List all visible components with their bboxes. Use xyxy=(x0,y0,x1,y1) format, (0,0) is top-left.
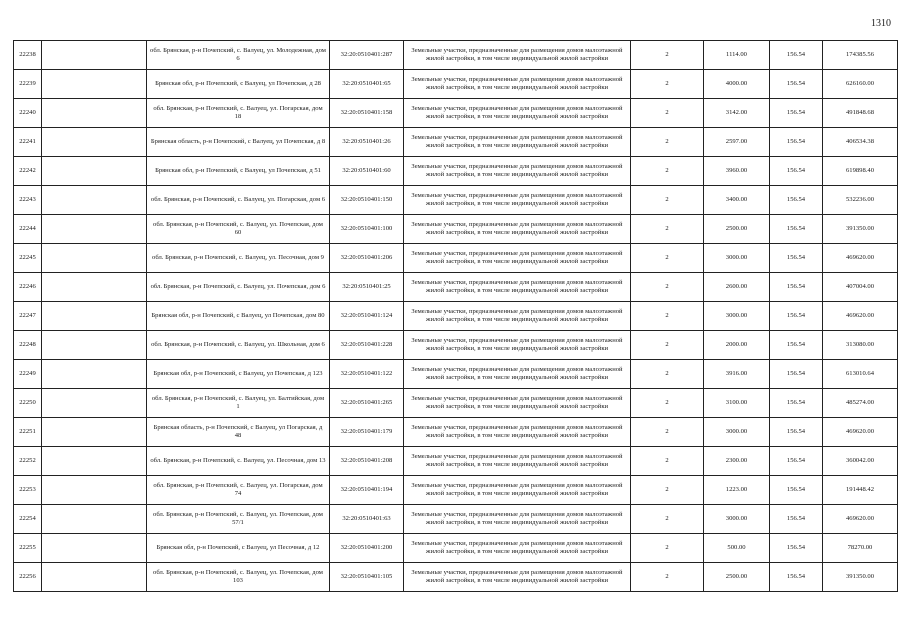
blank-cell xyxy=(42,360,147,389)
land-use-cell: Земельные участки, предназначенные для размещения домов малоэтажной жилой застройки, в том числе индивидуальной жилой застройки xyxy=(404,273,631,302)
specific-value-cell: 156.54 xyxy=(770,215,823,244)
area-cell: 3000.00 xyxy=(704,505,770,534)
land-use-cell: Земельные участки, предназначенные для размещения домов малоэтажной жилой застройки, в том числе индивидуальной жилой застройки xyxy=(404,186,631,215)
area-cell: 1223.00 xyxy=(704,476,770,505)
cadastral-number-cell: 32:20:0510401:265 xyxy=(330,389,404,418)
record-number-cell: 22239 xyxy=(14,70,42,99)
cadastral-value-table xyxy=(13,40,898,592)
blank-cell xyxy=(42,389,147,418)
blank-cell xyxy=(42,215,147,244)
land-use-cell: Земельные участки, предназначенные для размещения домов малоэтажной жилой застройки, в том числе индивидуальной жилой застройки xyxy=(404,534,631,563)
address-cell: обл. Брянская, р-н Почепский, с. Валуец, ул. Погарская, дом 18 xyxy=(147,99,330,128)
address-cell: обл. Брянская, р-н Почепский, с. Валуец, ул. Погарская, дом 74 xyxy=(147,476,330,505)
specific-value-cell: 156.54 xyxy=(770,128,823,157)
address-cell: Брянская область, р-н Почепский, с Валуец, ул Почепская, д 8 xyxy=(147,128,330,157)
cadastral-value-cell: 469620.00 xyxy=(823,418,898,447)
specific-value-cell: 156.54 xyxy=(770,563,823,592)
land-use-cell: Земельные участки, предназначенные для размещения домов малоэтажной жилой застройки, в том числе индивидуальной жилой застройки xyxy=(404,331,631,360)
record-number-cell: 22247 xyxy=(14,302,42,331)
record-number-cell: 22249 xyxy=(14,360,42,389)
blank-cell xyxy=(42,418,147,447)
record-number-cell: 22251 xyxy=(14,418,42,447)
record-number-cell: 22238 xyxy=(14,41,42,70)
area-cell: 2500.00 xyxy=(704,215,770,244)
cadastral-number-cell: 32:20:0510401:100 xyxy=(330,215,404,244)
cadastral-value-cell: 191448.42 xyxy=(823,476,898,505)
specific-value-cell: 156.54 xyxy=(770,70,823,99)
category-cell: 2 xyxy=(631,476,704,505)
cadastral-value-cell: 626160.00 xyxy=(823,70,898,99)
table-row xyxy=(14,447,898,476)
cadastral-value-cell: 613010.64 xyxy=(823,360,898,389)
cadastral-value-cell: 485274.00 xyxy=(823,389,898,418)
table-row xyxy=(14,476,898,505)
blank-cell xyxy=(42,302,147,331)
record-number-cell: 22248 xyxy=(14,331,42,360)
cadastral-value-cell: 407004.00 xyxy=(823,273,898,302)
land-use-cell: Земельные участки, предназначенные для размещения домов малоэтажной жилой застройки, в том числе индивидуальной жилой застройки xyxy=(404,41,631,70)
category-cell: 2 xyxy=(631,563,704,592)
cadastral-number-cell: 32:20:0510401:124 xyxy=(330,302,404,331)
table-row xyxy=(14,563,898,592)
specific-value-cell: 156.54 xyxy=(770,505,823,534)
cadastral-number-cell: 32:20:0510401:200 xyxy=(330,534,404,563)
specific-value-cell: 156.54 xyxy=(770,41,823,70)
cadastral-number-cell: 32:20:0510401:194 xyxy=(330,476,404,505)
cadastral-number-cell: 32:20:0510401:150 xyxy=(330,186,404,215)
category-cell: 2 xyxy=(631,360,704,389)
cadastral-value-cell: 174385.56 xyxy=(823,41,898,70)
area-cell: 4000.00 xyxy=(704,70,770,99)
cadastral-value-cell: 532236.00 xyxy=(823,186,898,215)
address-cell: Брянская область, р-н Почепский, с Валуец, ул Погарская, д 48 xyxy=(147,418,330,447)
address-cell: Брянская обл, р-н Почепский, с Валуец, ул Почепская, д 51 xyxy=(147,157,330,186)
cadastral-value-cell: 391350.00 xyxy=(823,215,898,244)
category-cell: 2 xyxy=(631,99,704,128)
area-cell: 3100.00 xyxy=(704,389,770,418)
category-cell: 2 xyxy=(631,302,704,331)
cadastral-value-cell: 491848.68 xyxy=(823,99,898,128)
record-number-cell: 22245 xyxy=(14,244,42,273)
area-cell: 2597.00 xyxy=(704,128,770,157)
blank-cell xyxy=(42,505,147,534)
category-cell: 2 xyxy=(631,70,704,99)
cadastral-value-cell: 406534.38 xyxy=(823,128,898,157)
table-row xyxy=(14,41,898,70)
blank-cell xyxy=(42,99,147,128)
table-row xyxy=(14,215,898,244)
blank-cell xyxy=(42,70,147,99)
land-use-cell: Земельные участки, предназначенные для размещения домов малоэтажной жилой застройки, в том числе индивидуальной жилой застройки xyxy=(404,418,631,447)
cadastral-number-cell: 32:20:0510401:122 xyxy=(330,360,404,389)
blank-cell xyxy=(42,534,147,563)
cadastral-number-cell: 32:20:0510401:287 xyxy=(330,41,404,70)
category-cell: 2 xyxy=(631,505,704,534)
cadastral-value-cell: 619898.40 xyxy=(823,157,898,186)
address-cell: обл. Брянская, р-н Почепский, с. Валуец, ул. Песочная, дом 13 xyxy=(147,447,330,476)
record-number-cell: 22256 xyxy=(14,563,42,592)
address-cell: обл. Брянская, р-н Почепский, с. Валуец, ул. Почепская, дом 60 xyxy=(147,215,330,244)
area-cell: 2600.00 xyxy=(704,273,770,302)
category-cell: 2 xyxy=(631,244,704,273)
address-cell: обл. Брянская, р-н Почепский, с. Валуец, ул. Молодежная, дом 6 xyxy=(147,41,330,70)
record-number-cell: 22246 xyxy=(14,273,42,302)
record-number-cell: 22255 xyxy=(14,534,42,563)
table-body xyxy=(14,41,898,592)
cadastral-number-cell: 32:20:0510401:25 xyxy=(330,273,404,302)
category-cell: 2 xyxy=(631,41,704,70)
category-cell: 2 xyxy=(631,389,704,418)
category-cell: 2 xyxy=(631,447,704,476)
cadastral-number-cell: 32:20:0510401:63 xyxy=(330,505,404,534)
address-cell: Брянская обл, р-н Почепский, с Валуец, ул Песочная, д 12 xyxy=(147,534,330,563)
table-row xyxy=(14,70,898,99)
category-cell: 2 xyxy=(631,186,704,215)
land-use-cell: Земельные участки, предназначенные для размещения домов малоэтажной жилой застройки, в том числе индивидуальной жилой застройки xyxy=(404,505,631,534)
specific-value-cell: 156.54 xyxy=(770,476,823,505)
record-number-cell: 22252 xyxy=(14,447,42,476)
land-use-cell: Земельные участки, предназначенные для размещения домов малоэтажной жилой застройки, в том числе индивидуальной жилой застройки xyxy=(404,215,631,244)
record-number-cell: 22241 xyxy=(14,128,42,157)
record-number-cell: 22244 xyxy=(14,215,42,244)
area-cell: 1114.00 xyxy=(704,41,770,70)
address-cell: обл. Брянская, р-н Почепский, с. Валуец, ул. Почепская, дом 6 xyxy=(147,273,330,302)
page-number: 1310 xyxy=(871,18,891,29)
address-cell: обл. Брянская, р-н Почепский, с. Валуец, ул. Песочная, дом 9 xyxy=(147,244,330,273)
blank-cell xyxy=(42,447,147,476)
record-number-cell: 22253 xyxy=(14,476,42,505)
table-row xyxy=(14,505,898,534)
specific-value-cell: 156.54 xyxy=(770,244,823,273)
cadastral-number-cell: 32:20:0510401:105 xyxy=(330,563,404,592)
address-cell: Брянская обл, р-н Почепский, с Валуец, ул Почепская, д 28 xyxy=(147,70,330,99)
area-cell: 3960.00 xyxy=(704,157,770,186)
category-cell: 2 xyxy=(631,273,704,302)
area-cell: 3142.00 xyxy=(704,99,770,128)
blank-cell xyxy=(42,157,147,186)
cadastral-number-cell: 32:20:0510401:228 xyxy=(330,331,404,360)
address-cell: обл. Брянская, р-н Почепский, с. Валуец, ул. Погарская, дом 6 xyxy=(147,186,330,215)
record-number-cell: 22254 xyxy=(14,505,42,534)
area-cell: 3000.00 xyxy=(704,302,770,331)
cadastral-value-cell: 360042.00 xyxy=(823,447,898,476)
land-use-cell: Земельные участки, предназначенные для размещения домов малоэтажной жилой застройки, в том числе индивидуальной жилой застройки xyxy=(404,389,631,418)
specific-value-cell: 156.54 xyxy=(770,418,823,447)
cadastral-number-cell: 32:20:0510401:208 xyxy=(330,447,404,476)
area-cell: 2300.00 xyxy=(704,447,770,476)
cadastral-number-cell: 32:20:0510401:26 xyxy=(330,128,404,157)
address-cell: Брянская обл, р-н Почепский, с Валуец, ул Почепская, д 123 xyxy=(147,360,330,389)
table-row xyxy=(14,99,898,128)
blank-cell xyxy=(42,41,147,70)
cadastral-value-cell: 469620.00 xyxy=(823,302,898,331)
land-use-cell: Земельные участки, предназначенные для размещения домов малоэтажной жилой застройки, в том числе индивидуальной жилой застройки xyxy=(404,244,631,273)
table-row xyxy=(14,128,898,157)
cadastral-number-cell: 32:20:0510401:65 xyxy=(330,70,404,99)
category-cell: 2 xyxy=(631,331,704,360)
specific-value-cell: 156.54 xyxy=(770,99,823,128)
area-cell: 3916.00 xyxy=(704,360,770,389)
cadastral-number-cell: 32:20:0510401:179 xyxy=(330,418,404,447)
land-use-cell: Земельные участки, предназначенные для размещения домов малоэтажной жилой застройки, в том числе индивидуальной жилой застройки xyxy=(404,447,631,476)
table-row xyxy=(14,418,898,447)
address-cell: обл. Брянская, р-н Почепский, с. Валуец, ул. Почепская, дом 57/1 xyxy=(147,505,330,534)
cadastral-value-cell: 469620.00 xyxy=(823,244,898,273)
record-number-cell: 22250 xyxy=(14,389,42,418)
address-cell: Брянская обл, р-н Почепский, с Валуец, ул Почепская, дом 80 xyxy=(147,302,330,331)
blank-cell xyxy=(42,273,147,302)
category-cell: 2 xyxy=(631,157,704,186)
land-use-cell: Земельные участки, предназначенные для размещения домов малоэтажной жилой застройки, в том числе индивидуальной жилой застройки xyxy=(404,476,631,505)
cadastral-number-cell: 32:20:0510401:206 xyxy=(330,244,404,273)
cadastral-value-cell: 469620.00 xyxy=(823,505,898,534)
table-row xyxy=(14,331,898,360)
table-row xyxy=(14,389,898,418)
specific-value-cell: 156.54 xyxy=(770,447,823,476)
blank-cell xyxy=(42,331,147,360)
specific-value-cell: 156.54 xyxy=(770,331,823,360)
area-cell: 500.00 xyxy=(704,534,770,563)
land-use-cell: Земельные участки, предназначенные для размещения домов малоэтажной жилой застройки, в том числе индивидуальной жилой застройки xyxy=(404,99,631,128)
record-number-cell: 22243 xyxy=(14,186,42,215)
address-cell: обл. Брянская, р-н Почепский, с. Валуец, ул. Балтийская, дом 1 xyxy=(147,389,330,418)
cadastral-number-cell: 32:20:0510401:158 xyxy=(330,99,404,128)
table-row xyxy=(14,244,898,273)
category-cell: 2 xyxy=(631,534,704,563)
blank-cell xyxy=(42,476,147,505)
area-cell: 3400.00 xyxy=(704,186,770,215)
land-use-cell: Земельные участки, предназначенные для размещения домов малоэтажной жилой застройки, в том числе индивидуальной жилой застройки xyxy=(404,157,631,186)
specific-value-cell: 156.54 xyxy=(770,186,823,215)
table-row xyxy=(14,186,898,215)
blank-cell xyxy=(42,186,147,215)
address-cell: обл. Брянская, р-н Почепский, с. Валуец, ул. Почепская, дом 103 xyxy=(147,563,330,592)
category-cell: 2 xyxy=(631,418,704,447)
blank-cell xyxy=(42,244,147,273)
land-use-cell: Земельные участки, предназначенные для размещения домов малоэтажной жилой застройки, в том числе индивидуальной жилой застройки xyxy=(404,563,631,592)
land-use-cell: Земельные участки, предназначенные для размещения домов малоэтажной жилой застройки, в том числе индивидуальной жилой застройки xyxy=(404,302,631,331)
specific-value-cell: 156.54 xyxy=(770,302,823,331)
area-cell: 3000.00 xyxy=(704,244,770,273)
record-number-cell: 22242 xyxy=(14,157,42,186)
cadastral-number-cell: 32:20:0510401:60 xyxy=(330,157,404,186)
category-cell: 2 xyxy=(631,215,704,244)
table-row xyxy=(14,273,898,302)
specific-value-cell: 156.54 xyxy=(770,389,823,418)
area-cell: 2500.00 xyxy=(704,563,770,592)
category-cell: 2 xyxy=(631,128,704,157)
record-number-cell: 22240 xyxy=(14,99,42,128)
table-row xyxy=(14,360,898,389)
blank-cell xyxy=(42,563,147,592)
table-row xyxy=(14,302,898,331)
cadastral-value-cell: 313080.00 xyxy=(823,331,898,360)
specific-value-cell: 156.54 xyxy=(770,273,823,302)
cadastral-value-cell: 78270.00 xyxy=(823,534,898,563)
specific-value-cell: 156.54 xyxy=(770,157,823,186)
specific-value-cell: 156.54 xyxy=(770,360,823,389)
land-use-cell: Земельные участки, предназначенные для размещения домов малоэтажной жилой застройки, в том числе индивидуальной жилой застройки xyxy=(404,128,631,157)
land-use-cell: Земельные участки, предназначенные для размещения домов малоэтажной жилой застройки, в том числе индивидуальной жилой застройки xyxy=(404,360,631,389)
table-row xyxy=(14,534,898,563)
table-row xyxy=(14,157,898,186)
cadastral-value-cell: 391350.00 xyxy=(823,563,898,592)
blank-cell xyxy=(42,128,147,157)
land-use-cell: Земельные участки, предназначенные для размещения домов малоэтажной жилой застройки, в том числе индивидуальной жилой застройки xyxy=(404,70,631,99)
specific-value-cell: 156.54 xyxy=(770,534,823,563)
address-cell: обл. Брянская, р-н Почепский, с. Валуец, ул. Школьная, дом 6 xyxy=(147,331,330,360)
area-cell: 3000.00 xyxy=(704,418,770,447)
area-cell: 2000.00 xyxy=(704,331,770,360)
